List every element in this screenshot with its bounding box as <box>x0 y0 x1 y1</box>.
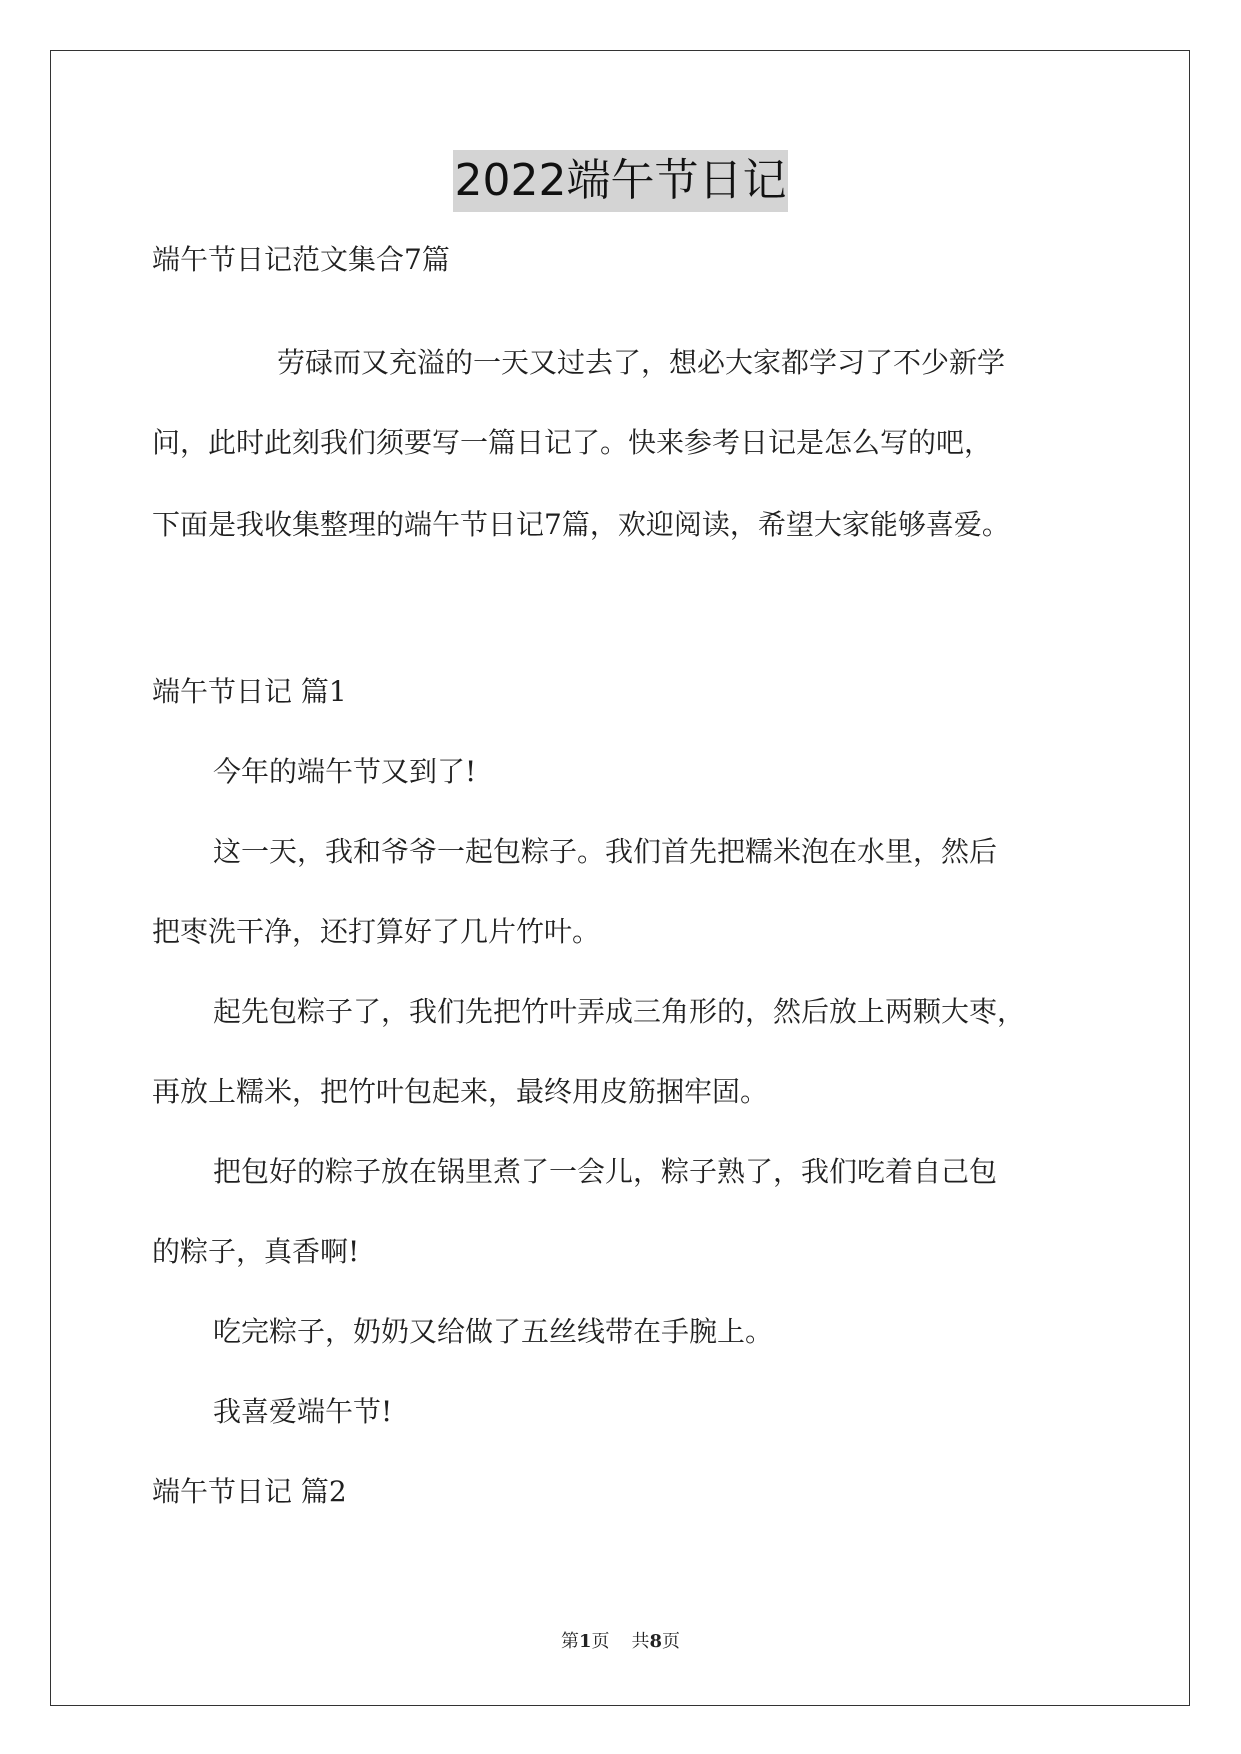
footer-total-pages: 8 <box>649 1631 663 1652</box>
intro-line: 劳碌而又充溢的一天又过去了，想必大家都学习了不少新学 <box>277 346 1006 379</box>
page-footer <box>0 1630 1241 1654</box>
title-container <box>0 150 1241 212</box>
footer-prefix: 第 <box>560 1631 579 1652</box>
paragraph-line: 起先包粽子了，我们先把竹叶弄成三角形的，然后放上两颗大枣， <box>213 995 1026 1028</box>
page-border <box>50 50 1190 1706</box>
document-subtitle: 端午节日记范文集合7篇 <box>152 243 450 276</box>
paragraph-line: 今年的端午节又到了! <box>213 755 477 788</box>
footer-total-prefix: 共 <box>631 1631 650 1652</box>
paragraph-line: 这一天，我和爷爷一起包粽子。我们首先把糯米泡在水里，然后 <box>213 835 998 868</box>
paragraph-line: 把包好的粽子放在锅里煮了一会儿，粽子熟了，我们吃着自己包 <box>213 1155 998 1188</box>
paragraph-line: 的粽子，真香啊! <box>152 1235 360 1268</box>
paragraph-line: 吃完粽子，奶奶又给做了五丝线带在手腕上。 <box>213 1315 774 1348</box>
footer-page-suffix: 页 <box>591 1631 610 1652</box>
paragraph-line: 我喜爱端午节! <box>213 1395 393 1428</box>
paragraph-line: 把枣洗干净，还打算好了几片竹叶。 <box>152 915 601 948</box>
document-title: 2022端午节日记 <box>453 150 789 212</box>
footer-total-suffix: 页 <box>662 1631 681 1652</box>
intro-line: 下面是我收集整理的端午节日记7篇，欢迎阅读，希望大家能够喜爱。 <box>152 508 1010 541</box>
paragraph-line: 再放上糯米，把竹叶包起来，最终用皮筋捆牢固。 <box>152 1075 769 1108</box>
section-heading: 端午节日记 篇2 <box>152 1475 347 1508</box>
section-heading: 端午节日记 篇1 <box>152 675 347 708</box>
footer-page-number: 1 <box>578 1631 592 1652</box>
intro-line: 问，此时此刻我们须要写一篇日记了。快来参考日记是怎么写的吧， <box>152 426 993 459</box>
